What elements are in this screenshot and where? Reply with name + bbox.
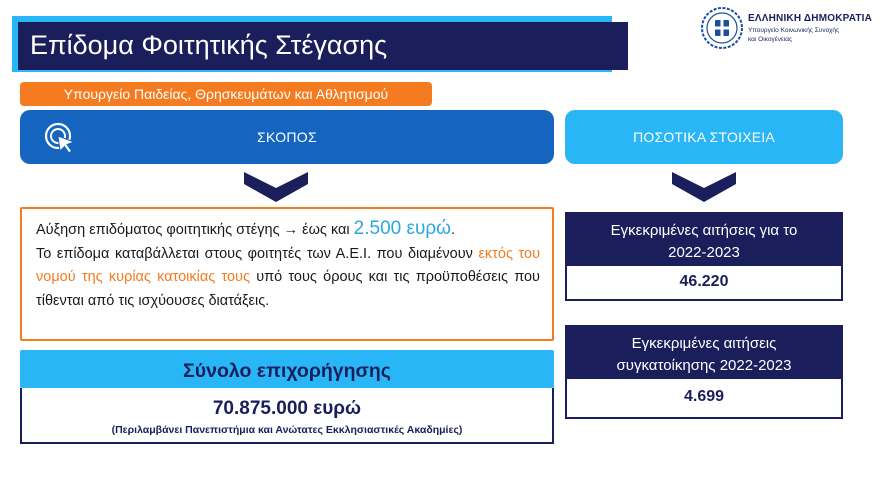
- stat-label-line1: Εγκεκριμένες αιτήσεις για το: [610, 222, 798, 239]
- logo-subtitle-line2: και Οικογένειας: [748, 36, 793, 43]
- description-line1-suffix: .: [451, 222, 456, 238]
- description-p2-end: υπό τους όρους και τις προϋποθέσεις που τίθενται από τις ισχύουσες διατάξεις.: [36, 269, 540, 309]
- section-header-stats: ΠΟΣΟΤΙΚΑ ΣΤΟΙΧΕΙΑ: [565, 110, 843, 164]
- stat-value-applications: 46.220: [565, 266, 843, 301]
- section-header-skopos: [20, 110, 554, 164]
- description-p2-start: Το επίδομα καταβάλλεται στους φοιτητές των Α.Ε.Ι. που διαμένουν: [36, 245, 479, 262]
- chevron-down-icon: [672, 172, 736, 202]
- total-funding-amount: 70.875.000 ευρώ: [212, 398, 362, 419]
- total-funding-note: (Περιλαμβάνει Πανεπιστήμια και Ανώτατες Εκκλησιαστικές Ακαδημίες): [111, 424, 463, 436]
- total-funding-header: Σύνολο επιχορήγησης: [20, 350, 554, 388]
- stat-card-header: [565, 212, 843, 266]
- description-highlight: εκτός του νομού της κυρίας κατοικίας τους: [36, 245, 541, 285]
- page-title: Επίδομα Φοιτητικής Στέγασης: [12, 22, 628, 70]
- stat-label-line2: συγκατοίκησης 2022-2023: [616, 357, 792, 374]
- logo-subtitle-line1: Υπουργείο Κοινωνικής Συνοχής: [748, 27, 840, 34]
- total-funding-box: [20, 388, 554, 444]
- stat-value-cohabitation: 4.699: [565, 379, 843, 419]
- description-line1: [36, 217, 540, 243]
- stat-card-header: [565, 325, 843, 379]
- description-box: [20, 207, 554, 341]
- arrow-right-icon: →: [283, 222, 299, 238]
- description-paragraph: [36, 243, 540, 314]
- greek-emblem-icon: [700, 6, 744, 50]
- government-logo: [700, 6, 873, 52]
- description-mid: έως και: [298, 222, 354, 238]
- chevron-down-icon: [244, 172, 308, 202]
- stat-label-line2: 2022-2023: [668, 244, 740, 261]
- skopos-label: ΣΚΟΠΟΣ: [257, 129, 317, 145]
- ministry-label: Υπουργείο Παιδείας, Θρησκευμάτων και Αθλητισμού: [20, 82, 432, 106]
- description-prefix: Αύξηση επιδόματος φοιτητικής στέγης: [36, 222, 280, 238]
- benefit-amount: 2.500 ευρώ: [353, 218, 451, 239]
- title-underline: [12, 70, 612, 72]
- stat-label-line1: Εγκεκριμένες αιτήσεις: [631, 335, 777, 352]
- logo-title: ΕΛΛΗΝΙΚΗ ΔΗΜΟΚΡΑΤΙΑ: [748, 13, 873, 24]
